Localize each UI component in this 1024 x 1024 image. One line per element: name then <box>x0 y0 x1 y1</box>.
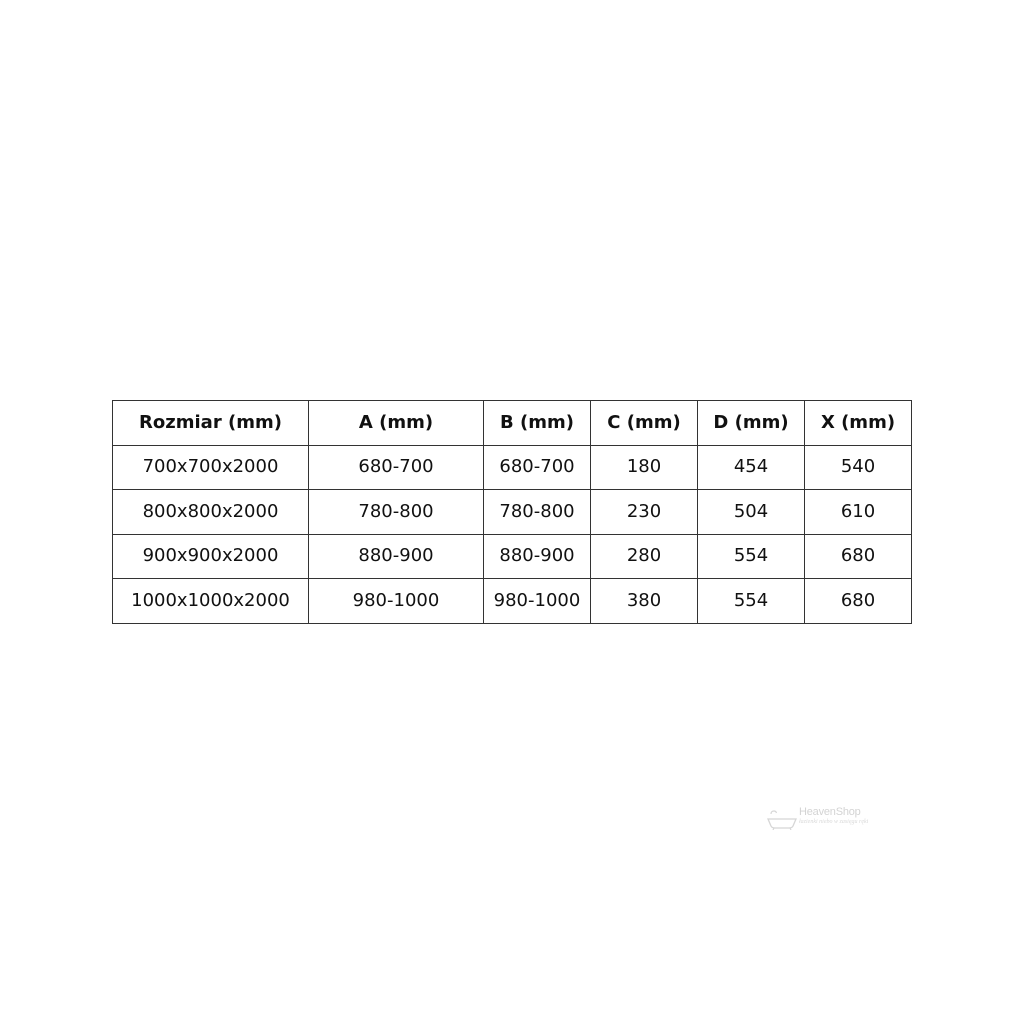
table-cell: 780-800 <box>484 490 591 535</box>
table-cell: 800x800x2000 <box>113 490 309 535</box>
table-cell: 280 <box>591 534 698 579</box>
table-cell: 180 <box>591 445 698 490</box>
table-cell: 780-800 <box>309 490 484 535</box>
table-cell: 680 <box>805 579 912 624</box>
table-cell: 230 <box>591 490 698 535</box>
table-cell: 900x900x2000 <box>113 534 309 579</box>
watermark-tagline: łazienki niebo w zasięgu ręki <box>799 819 869 825</box>
table-cell: 610 <box>805 490 912 535</box>
table-cell: 380 <box>591 579 698 624</box>
table-cell: 680-700 <box>309 445 484 490</box>
table-row <box>113 490 912 535</box>
header-cell-size: Rozmiar (mm) <box>113 401 309 446</box>
table-cell: 880-900 <box>484 534 591 579</box>
size-table <box>112 400 912 624</box>
table-cell: 700x700x2000 <box>113 445 309 490</box>
header-cell-x: X (mm) <box>805 401 912 446</box>
table-row <box>113 445 912 490</box>
table-row <box>113 534 912 579</box>
table-cell: 980-1000 <box>309 579 484 624</box>
table-cell: 980-1000 <box>484 579 591 624</box>
table-cell: 554 <box>698 579 805 624</box>
table-cell: 540 <box>805 445 912 490</box>
heavenshop-watermark <box>767 806 877 832</box>
table-cell: 504 <box>698 490 805 535</box>
header-row <box>113 401 912 446</box>
table-cell: 554 <box>698 534 805 579</box>
table-row <box>113 579 912 624</box>
header-cell-a: A (mm) <box>309 401 484 446</box>
header-cell-c: C (mm) <box>591 401 698 446</box>
table-cell: 680 <box>805 534 912 579</box>
table-cell: 1000x1000x2000 <box>113 579 309 624</box>
table-cell: 880-900 <box>309 534 484 579</box>
watermark-brand-name: HeavenShop <box>799 806 861 818</box>
table-cell: 680-700 <box>484 445 591 490</box>
header-cell-b: B (mm) <box>484 401 591 446</box>
header-cell-d: D (mm) <box>698 401 805 446</box>
table-cell: 454 <box>698 445 805 490</box>
